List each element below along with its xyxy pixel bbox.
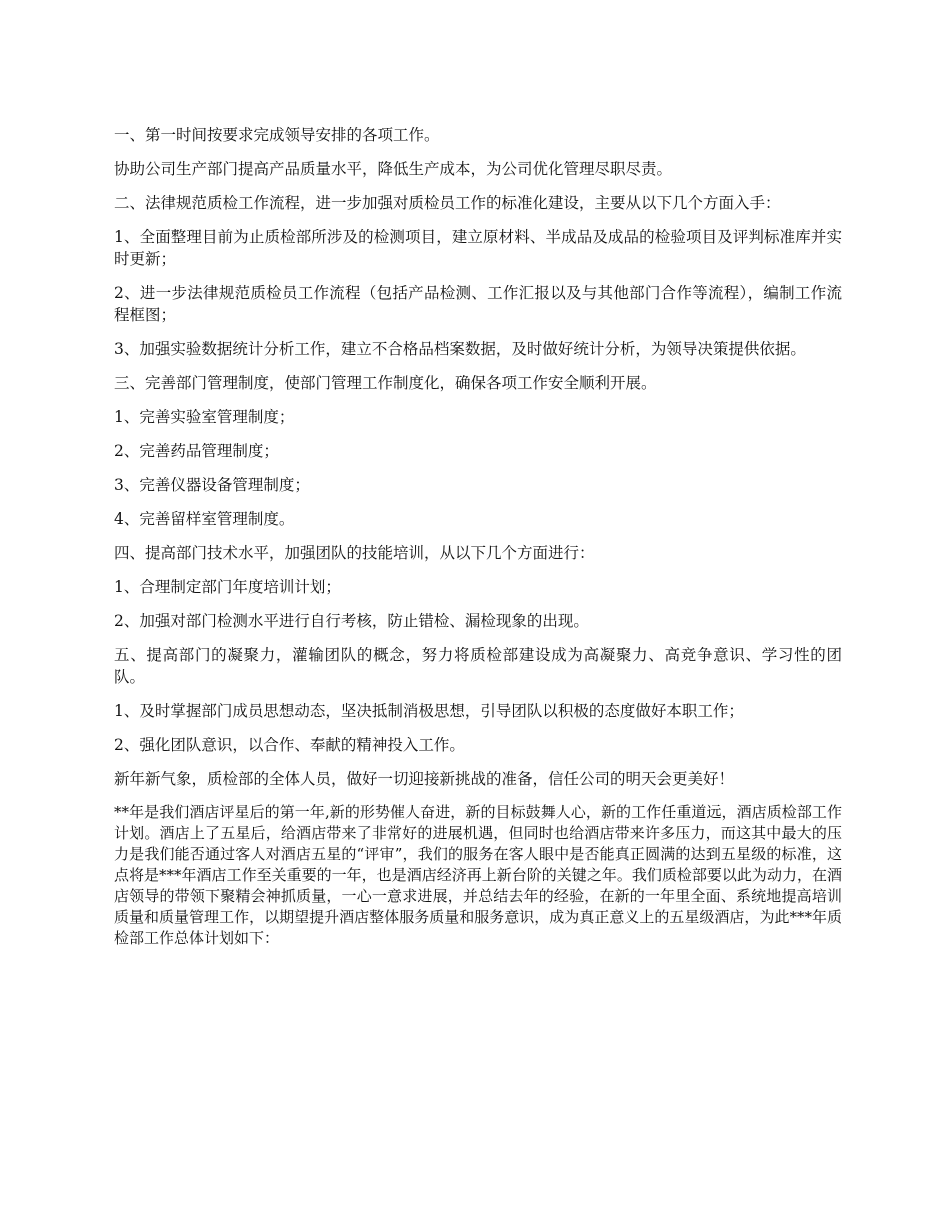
paragraph-13: 1、合理制定部门年度培训计划； <box>114 578 341 596</box>
paragraph-4: 1、全面整理目前为止质检部所涉及的检测项目，建立原材料、半成品及成品的检验项目及评判标准库并实时更新； <box>114 228 842 268</box>
document-page <box>114 124 842 961</box>
paragraph-18: 新年新气象，质检部的全体人员，做好一切迎接新挑战的准备，信任公司的明天会更美好！ <box>114 770 735 788</box>
paragraph-17: 2、强化团队意识，以合作、奉献的精神投入工作。 <box>114 736 465 754</box>
paragraph-15: 五、提高部门的凝聚力，灌输团队的概念，努力将质检部建设成为高凝聚力、高竞争意识、学习性的团队。 <box>114 646 842 686</box>
paragraph-8: 1、完善实验室管理制度； <box>114 408 295 426</box>
paragraph-6: 3、加强实验数据统计分析工作，建立不合格品档案数据，及时做好统计分析，为领导决策提供依据。 <box>114 340 806 358</box>
paragraph-1: 一、第一时间按要求完成领导安排的各项工作。 <box>114 126 440 144</box>
paragraph-9: 2、完善药品管理制度； <box>114 442 279 460</box>
paragraph-7: 三、完善部门管理制度，使部门管理工作制度化，确保各项工作安全顺利开展。 <box>114 374 657 392</box>
paragraph-5: 2、进一步法律规范质检员工作流程（包括产品检测、工作汇报以及与其他部门合作等流程），编制工作流程框图； <box>114 284 842 324</box>
paragraph-19: **年是我们酒店评星后的第一年,新的形势催人奋进，新的目标鼓舞人心，新的工作任重道远，酒店质检部工作计划。酒店上了五星后，给酒店带来了非常好的进展机遇，但同时也给酒店带来许多压力，而这其中最大的压力是我们能否通过客人对酒店五星的“评审”，我们的服务在客人眼中是否能真正圆满的达到五星级的标准，这点将是***年酒店工作至关重要的一年，也是酒店经济再上新台阶的关键之年。我们质检部要以此为动力，在酒店领导的带领下聚精会神抓质量，一心一意求进展，并总结去年的经验，在新的一年里全面、系统地提高培训质量和质量管理工作，以期望提升酒店整体服务质量和服务意识，成为真正意义上的五星级酒店，为此***年质检部工作总体计划如下： <box>114 803 842 947</box>
paragraph-3: 二、法律规范质检工作流程，进一步加强对质检员工作的标准化建设，主要从以下几个方面入手： <box>114 194 781 212</box>
paragraph-10: 3、完善仪器设备管理制度； <box>114 476 310 494</box>
paragraph-14: 2、加强对部门检测水平进行自行考核，防止错检、漏检现象的出现。 <box>114 612 589 630</box>
paragraph-12: 四、提高部门技术水平，加强团队的技能培训，从以下几个方面进行： <box>114 544 595 562</box>
paragraph-16: 1、及时掌握部门成员思想动态，坚决抵制消极思想，引导团队以积极的态度做好本职工作； <box>114 702 744 720</box>
paragraph-11: 4、完善留样室管理制度。 <box>114 510 295 528</box>
paragraph-2: 协助公司生产部门提高产品质量水平，降低生产成本，为公司优化管理尽职尽责。 <box>114 160 673 178</box>
